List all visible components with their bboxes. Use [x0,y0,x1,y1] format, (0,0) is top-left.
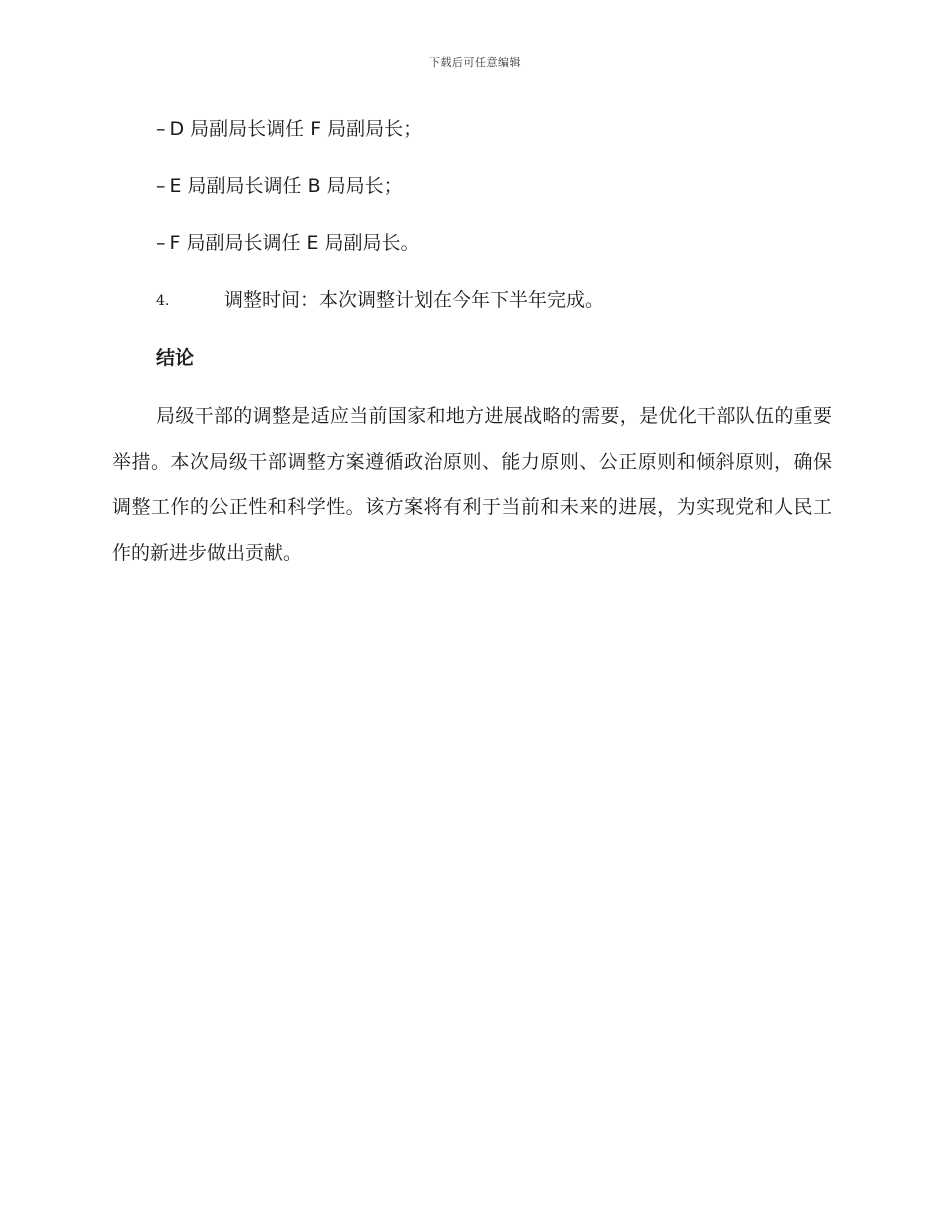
list-dash: – [156,232,166,254]
item-number: 4. [156,293,170,309]
section-heading: 结论 [156,347,195,369]
list-item [156,230,420,256]
item-text: 调整时间：本次调整计划在今年下半年完成。 [224,289,605,311]
page-header: 下载后可任意编辑 [429,56,521,69]
list-item [156,116,422,142]
list-item-text: D 局副局长调任 F 局副局长； [169,118,423,140]
list-item [156,173,403,199]
conclusion-paragraph: 局级干部的调整是适应当前国家和地方进展战略的需要，是优化干部队伍的重要举措。本次局级干部调整方案遵循政治原则、能力原则、公正原则和倾斜原则，确保调整工作的公正性和科学性。该方案将有利于当前和未来的进展，为实现党和人民工作的新进步做出贡献。 [112,405,832,564]
list-item-text: E 局副局长调任 B 局局长； [169,175,403,197]
list-dash: – [156,118,166,140]
list-item-text: F 局副局长调任 E 局副局长。 [169,232,420,254]
list-dash: – [156,175,166,197]
